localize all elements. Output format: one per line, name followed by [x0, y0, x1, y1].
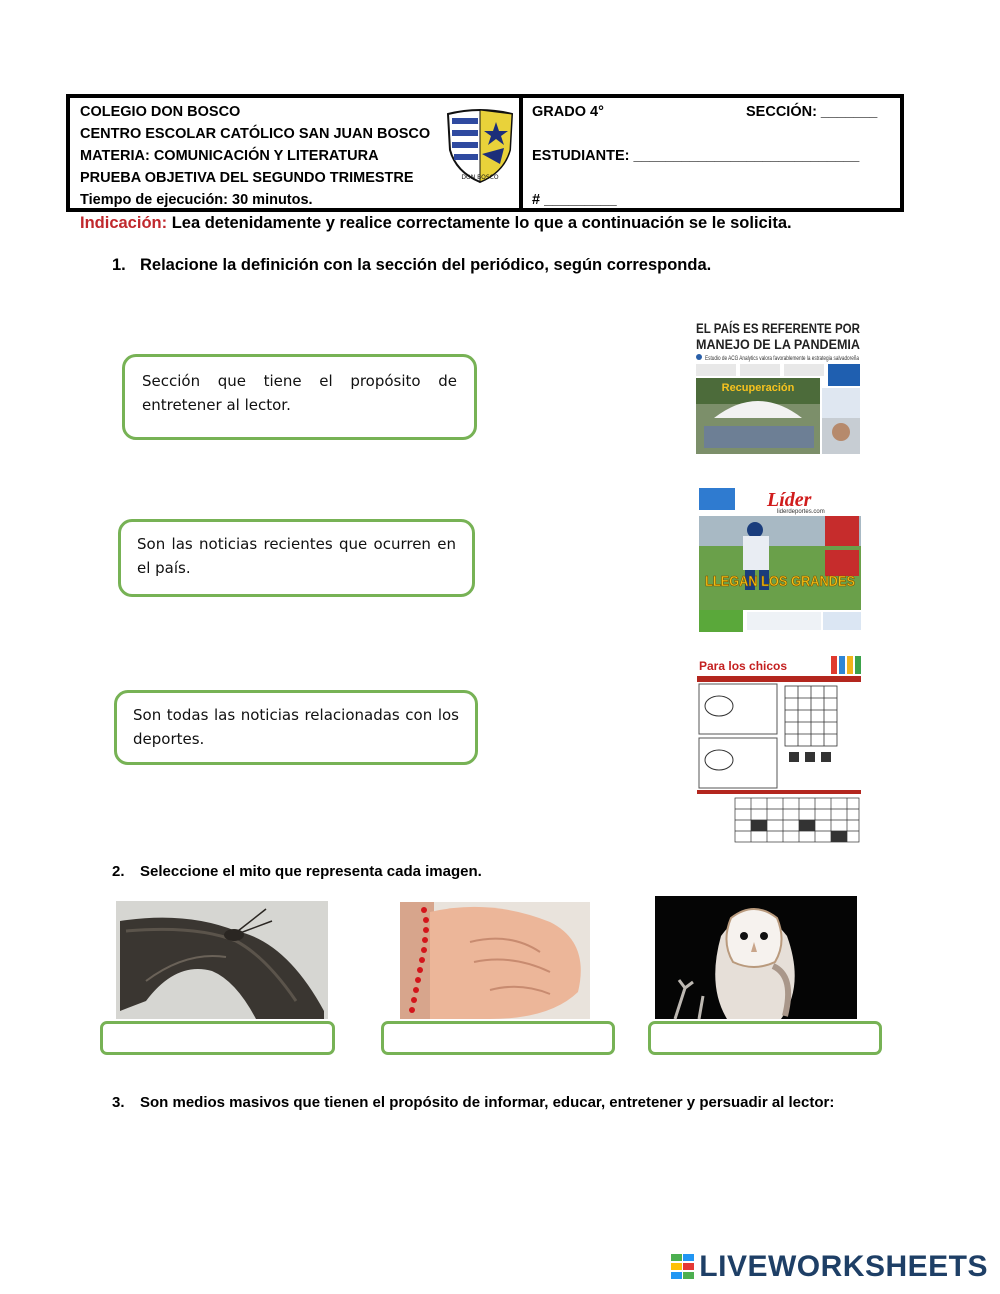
svg-text:Estudio de ACG Analytics valor: Estudio de ACG Analytics valora favorablemente la estrategia salvadoreña	[705, 356, 860, 362]
newspaper-national-news[interactable]	[694, 318, 862, 458]
question-number: 2.	[112, 863, 125, 880]
school-name: COLEGIO DON BOSCO	[80, 104, 241, 120]
school-crest-icon	[444, 104, 516, 184]
svg-text:MANEJO DE LA PANDEMIA: MANEJO DE LA PANDEMIA	[696, 337, 861, 352]
test-name: PRUEBA OBJETIVA DEL SEGUNDO TRIMESTRE	[80, 170, 414, 186]
header-divider	[519, 98, 523, 208]
svg-text:Para los chicos: Para los chicos	[699, 659, 788, 673]
question-text: Son medios masivos que tienen el propósito de informar, educar, entretener y persuadir al lector:	[140, 1094, 835, 1111]
national-news-front-page-icon	[694, 318, 862, 458]
myth-image-moth	[116, 901, 328, 1019]
question-3	[112, 1094, 834, 1111]
subject: MATERIA: COMUNICACIÓN Y LITERATURA	[80, 148, 379, 164]
question-number: 1.	[112, 256, 126, 274]
grade-label: GRADO 4°	[532, 104, 604, 120]
question-number: 3.	[112, 1094, 125, 1111]
question-text: Seleccione el mito que representa cada imagen.	[140, 863, 482, 880]
definition-box-1[interactable]	[122, 354, 477, 440]
definition-text: Son las noticias recientes que ocurren en el país.	[137, 535, 456, 577]
barn-owl-icon	[655, 896, 857, 1019]
svg-text:DON BOSCO: DON BOSCO	[461, 174, 499, 181]
question-text: Relacione la definición con la sección del periódico, según corresponda.	[140, 256, 712, 274]
section-field[interactable]: SECCIÓN: _______	[746, 104, 878, 120]
definition-text: Son todas las noticias relacionadas con los deportes.	[133, 706, 459, 748]
instructions	[80, 214, 792, 233]
svg-text:EL PAÍS ES REFERENTE POR: EL PAÍS ES REFERENTE POR	[696, 321, 861, 336]
liveworksheets-blocks-icon	[671, 1254, 695, 1280]
question-2	[112, 863, 482, 880]
exam-header	[66, 94, 904, 212]
definition-text: Sección que tiene el propósito de entretener al lector.	[142, 372, 457, 414]
myth-image-baby-fist	[400, 902, 590, 1019]
student-name-field[interactable]: ESTUDIANTE: ____________________________	[532, 148, 860, 164]
kids-puzzle-page-icon	[697, 656, 861, 846]
sports-front-page-icon	[697, 486, 863, 634]
liveworksheets-wordmark: LIVEWORKSHEETS	[699, 1250, 988, 1283]
myth-image-owl	[655, 896, 857, 1019]
instructions-text: Lea detenidamente y realice correctamente lo que a continuación se le solicita.	[171, 214, 792, 232]
baby-fist-bracelet-icon	[400, 902, 590, 1019]
myth-answer-input-3[interactable]	[648, 1021, 882, 1055]
student-number-field[interactable]: # _________	[532, 192, 617, 208]
time-limit: Tiempo de ejecución: 30 minutos.	[80, 192, 313, 208]
instructions-label: Indicación:	[80, 214, 168, 232]
myth-answer-input-2[interactable]	[381, 1021, 615, 1055]
center-name: CENTRO ESCOLAR CATÓLICO SAN JUAN BOSCO	[80, 126, 431, 142]
moth-icon	[116, 901, 328, 1019]
svg-text:Recuperación: Recuperación	[721, 382, 795, 394]
newspaper-entertainment[interactable]	[697, 656, 861, 846]
myth-answer-input-1[interactable]	[100, 1021, 335, 1055]
question-1	[112, 256, 711, 275]
svg-text:LLEGAN LOS GRANDES: LLEGAN LOS GRANDES	[705, 573, 855, 590]
svg-text:Líder: Líder	[767, 489, 812, 511]
definition-box-3[interactable]	[114, 690, 478, 765]
svg-text:liderdeportes.com: liderdeportes.com	[777, 509, 825, 515]
newspaper-sports[interactable]	[697, 486, 863, 634]
definition-box-2[interactable]	[118, 519, 475, 597]
liveworksheets-logo	[671, 1250, 988, 1284]
